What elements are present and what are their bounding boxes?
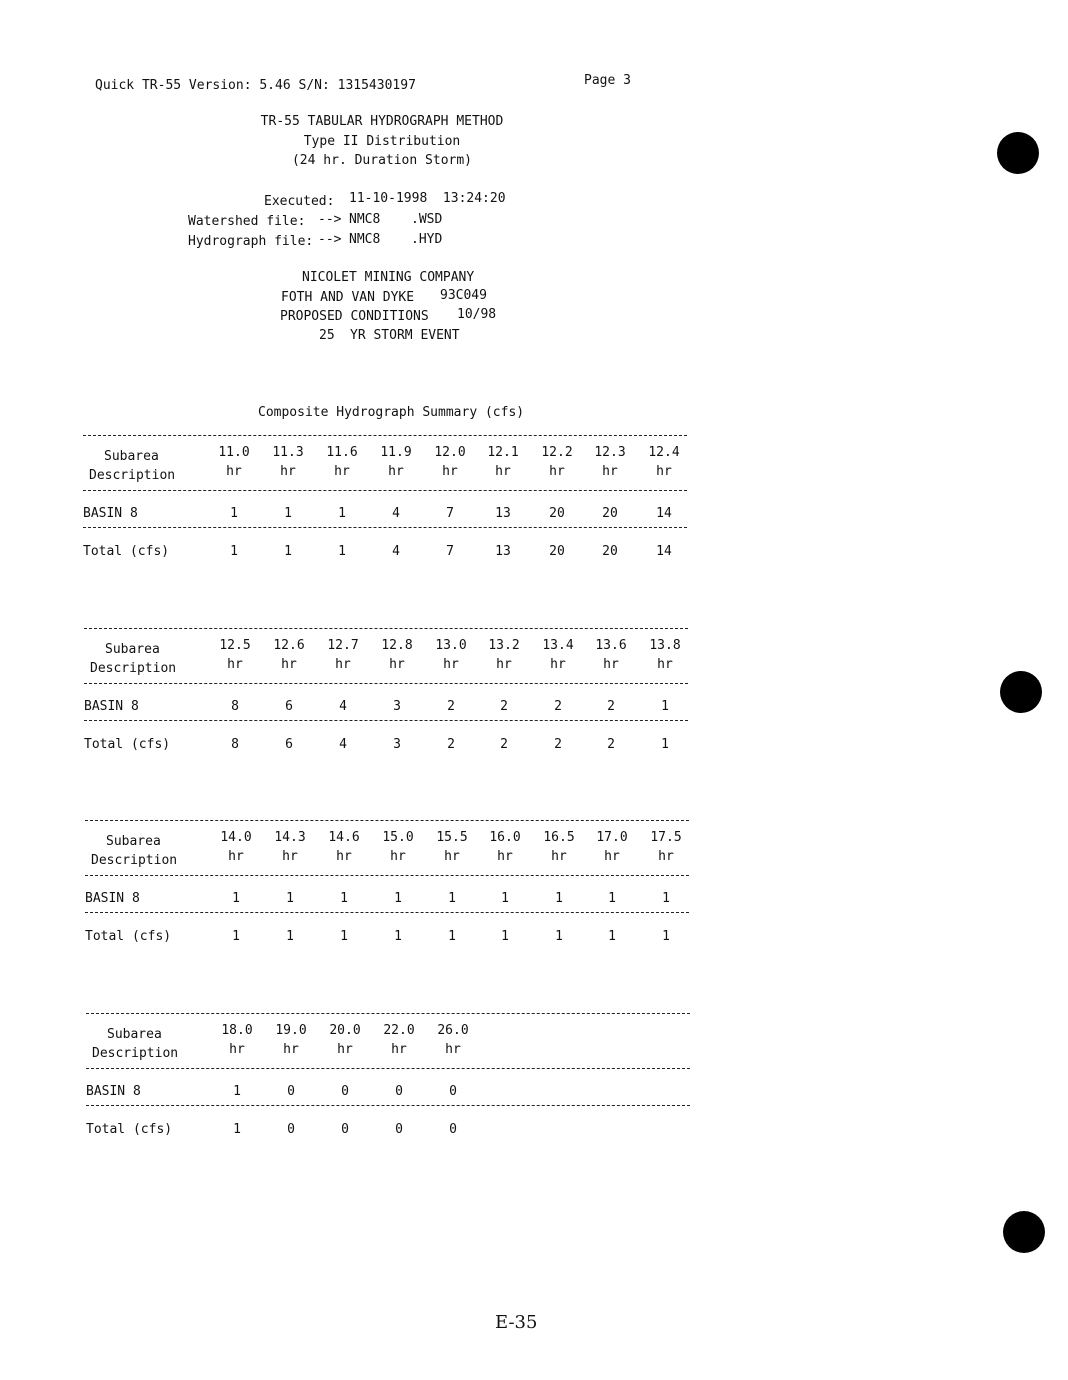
hr-unit: hr: [389, 657, 405, 672]
time-header: 11.3: [272, 445, 304, 460]
basin-value: 1: [338, 506, 346, 521]
total-value: 20: [549, 544, 565, 559]
time-header: 13.0: [435, 638, 467, 653]
hr-unit: hr: [603, 657, 619, 672]
basin-value: 3: [393, 699, 401, 714]
watershed-file-arrow: -->: [318, 212, 342, 227]
hr-unit: hr: [229, 1042, 245, 1057]
subarea-header: Subarea: [104, 449, 159, 464]
time-header: 12.4: [648, 445, 680, 460]
time-header: 12.5: [219, 638, 251, 653]
total-value: 20: [602, 544, 618, 559]
total-value: 2: [607, 737, 615, 752]
hr-unit: hr: [497, 849, 513, 864]
description-header: Description: [92, 1046, 179, 1061]
time-header: 15.0: [382, 830, 414, 845]
total-value: 6: [285, 737, 293, 752]
total-value: 1: [284, 544, 292, 559]
basin-value: 1: [448, 891, 456, 906]
time-header: 12.2: [541, 445, 573, 460]
consultant-name: FOTH AND VAN DYKE: [281, 290, 415, 305]
basin-value: 1: [232, 891, 240, 906]
basin-row-label: BASIN 8: [84, 699, 139, 714]
hr-unit: hr: [335, 657, 351, 672]
hr-unit: hr: [282, 849, 298, 864]
time-header: 15.5: [436, 830, 468, 845]
hr-unit: hr: [658, 849, 674, 864]
total-value: 1: [338, 544, 346, 559]
watershed-file-name: NMC8: [349, 212, 381, 227]
hr-unit: hr: [445, 1042, 461, 1057]
basin-value: 7: [446, 506, 454, 521]
hr-unit: hr: [442, 464, 458, 479]
time-header: 13.6: [595, 638, 627, 653]
row-rule: [86, 1105, 690, 1106]
total-value: 1: [286, 929, 294, 944]
time-header: 22.0: [383, 1023, 415, 1038]
description-header: Description: [89, 468, 176, 483]
table-top-rule: [85, 820, 689, 821]
table-top-rule: [84, 628, 688, 629]
time-header: 20.0: [329, 1023, 361, 1038]
basin-value: 4: [392, 506, 400, 521]
basin-value: 20: [549, 506, 565, 521]
hr-unit: hr: [228, 849, 244, 864]
hr-unit: hr: [443, 657, 459, 672]
method-title: TR-55 TABULAR HYDROGRAPH METHOD: [260, 114, 504, 129]
subarea-header: Subarea: [105, 642, 160, 657]
time-header: 12.1: [487, 445, 519, 460]
watershed-file-label: Watershed file:: [188, 214, 306, 229]
time-header: 17.5: [650, 830, 682, 845]
total-value: 1: [394, 929, 402, 944]
basin-value: 1: [501, 891, 509, 906]
total-value: 1: [233, 1122, 241, 1137]
hr-unit: hr: [334, 464, 350, 479]
basin-value: 2: [554, 699, 562, 714]
hr-unit: hr: [496, 657, 512, 672]
time-header: 26.0: [437, 1023, 469, 1038]
basin-value: 20: [602, 506, 618, 521]
total-value: 1: [501, 929, 509, 944]
executed-label: Executed:: [264, 194, 335, 209]
row-rule: [85, 912, 689, 913]
conditions-date: 10/98: [457, 307, 497, 322]
hr-unit: hr: [444, 849, 460, 864]
basin-value: 13: [495, 506, 511, 521]
total-value: 1: [661, 737, 669, 752]
time-header: 14.6: [328, 830, 360, 845]
time-header: 18.0: [221, 1023, 253, 1038]
page-code: E-35: [495, 1312, 538, 1333]
basin-value: 1: [286, 891, 294, 906]
header-rule: [85, 875, 689, 876]
total-row-label: Total (cfs): [86, 1122, 173, 1137]
project-number: 93C049: [440, 288, 487, 303]
time-header: 14.0: [220, 830, 252, 845]
hydrograph-file-ext: .HYD: [411, 232, 443, 247]
time-header: 11.9: [380, 445, 412, 460]
hr-unit: hr: [602, 464, 618, 479]
binder-hole-top: [997, 132, 1039, 174]
row-rule: [84, 720, 688, 721]
description-header: Description: [90, 661, 177, 676]
time-header: 14.3: [274, 830, 306, 845]
time-header: 13.8: [649, 638, 681, 653]
hr-unit: hr: [226, 464, 242, 479]
hr-unit: hr: [550, 657, 566, 672]
total-row-label: Total (cfs): [84, 737, 171, 752]
page-label: Page 3: [584, 73, 631, 88]
storm-duration: (24 hr. Duration Storm): [291, 153, 472, 168]
summary-title: Composite Hydrograph Summary (cfs): [258, 405, 525, 420]
hr-unit: hr: [336, 849, 352, 864]
total-value: 2: [554, 737, 562, 752]
company-name: NICOLET MINING COMPANY: [302, 270, 475, 285]
total-value: 0: [341, 1122, 349, 1137]
time-header: 12.3: [594, 445, 626, 460]
hr-unit: hr: [656, 464, 672, 479]
program-version: Quick TR-55 Version: 5.46 S/N: 1315430197: [95, 78, 416, 93]
basin-value: 0: [395, 1084, 403, 1099]
subarea-header: Subarea: [106, 834, 161, 849]
basin-value: 1: [662, 891, 670, 906]
total-value: 2: [500, 737, 508, 752]
row-rule: [83, 527, 687, 528]
time-header: 13.4: [542, 638, 574, 653]
hr-unit: hr: [604, 849, 620, 864]
time-header: 11.6: [326, 445, 358, 460]
storm-event-text: YR STORM EVENT: [350, 328, 460, 343]
binder-hole-middle: [1000, 671, 1042, 713]
header-rule: [83, 490, 687, 491]
basin-value: 1: [284, 506, 292, 521]
basin-value: 0: [449, 1084, 457, 1099]
hr-unit: hr: [283, 1042, 299, 1057]
hydrograph-file-label: Hydrograph file:: [188, 234, 314, 249]
conditions-label: PROPOSED CONDITIONS: [280, 309, 429, 324]
time-header: 16.5: [543, 830, 575, 845]
total-value: 4: [392, 544, 400, 559]
total-value: 1: [230, 544, 238, 559]
watershed-file-ext: .WSD: [411, 212, 443, 227]
total-row-label: Total (cfs): [85, 929, 172, 944]
total-value: 1: [448, 929, 456, 944]
basin-value: 0: [287, 1084, 295, 1099]
time-header: 12.7: [327, 638, 359, 653]
basin-value: 1: [555, 891, 563, 906]
total-value: 1: [555, 929, 563, 944]
basin-value: 1: [230, 506, 238, 521]
hydrograph-file-arrow: -->: [318, 232, 342, 247]
total-value: 3: [393, 737, 401, 752]
hr-unit: hr: [281, 657, 297, 672]
basin-value: 6: [285, 699, 293, 714]
basin-value: 8: [231, 699, 239, 714]
hr-unit: hr: [280, 464, 296, 479]
header-rule: [86, 1068, 690, 1069]
basin-value: 1: [233, 1084, 241, 1099]
total-value: 1: [662, 929, 670, 944]
basin-value: 14: [656, 506, 672, 521]
basin-value: 2: [500, 699, 508, 714]
subarea-header: Subarea: [107, 1027, 162, 1042]
time-header: 17.0: [596, 830, 628, 845]
total-row-label: Total (cfs): [83, 544, 170, 559]
basin-value: 4: [339, 699, 347, 714]
description-header: Description: [91, 853, 178, 868]
basin-value: 1: [661, 699, 669, 714]
basin-value: 1: [394, 891, 402, 906]
storm-event-years: 25: [319, 328, 335, 343]
hr-unit: hr: [388, 464, 404, 479]
hr-unit: hr: [391, 1042, 407, 1057]
total-value: 0: [449, 1122, 457, 1137]
basin-value: 1: [340, 891, 348, 906]
total-value: 0: [287, 1122, 295, 1137]
hr-unit: hr: [549, 464, 565, 479]
total-value: 14: [656, 544, 672, 559]
time-header: 11.0: [218, 445, 250, 460]
time-header: 12.0: [434, 445, 466, 460]
header-rule: [84, 683, 688, 684]
total-value: 4: [339, 737, 347, 752]
hydrograph-file-name: NMC8: [349, 232, 381, 247]
hr-unit: hr: [495, 464, 511, 479]
hr-unit: hr: [227, 657, 243, 672]
total-value: 8: [231, 737, 239, 752]
total-value: 13: [495, 544, 511, 559]
time-header: 19.0: [275, 1023, 307, 1038]
total-value: 1: [340, 929, 348, 944]
total-value: 7: [446, 544, 454, 559]
time-header: 12.8: [381, 638, 413, 653]
executed-value: 11-10-1998 13:24:20: [349, 191, 506, 206]
total-value: 1: [232, 929, 240, 944]
basin-row-label: BASIN 8: [86, 1084, 141, 1099]
total-value: 2: [447, 737, 455, 752]
distribution-type: Type II Distribution: [303, 134, 461, 149]
time-header: 12.6: [273, 638, 305, 653]
basin-value: 0: [341, 1084, 349, 1099]
basin-row-label: BASIN 8: [85, 891, 140, 906]
basin-row-label: BASIN 8: [83, 506, 138, 521]
basin-value: 1: [608, 891, 616, 906]
time-header: 16.0: [489, 830, 521, 845]
basin-value: 2: [447, 699, 455, 714]
table-top-rule: [86, 1013, 690, 1014]
binder-hole-bottom: [1003, 1211, 1045, 1253]
total-value: 0: [395, 1122, 403, 1137]
time-header: 13.2: [488, 638, 520, 653]
hr-unit: hr: [337, 1042, 353, 1057]
basin-value: 2: [607, 699, 615, 714]
total-value: 1: [608, 929, 616, 944]
hr-unit: hr: [551, 849, 567, 864]
hr-unit: hr: [657, 657, 673, 672]
hr-unit: hr: [390, 849, 406, 864]
table-top-rule: [83, 435, 687, 436]
